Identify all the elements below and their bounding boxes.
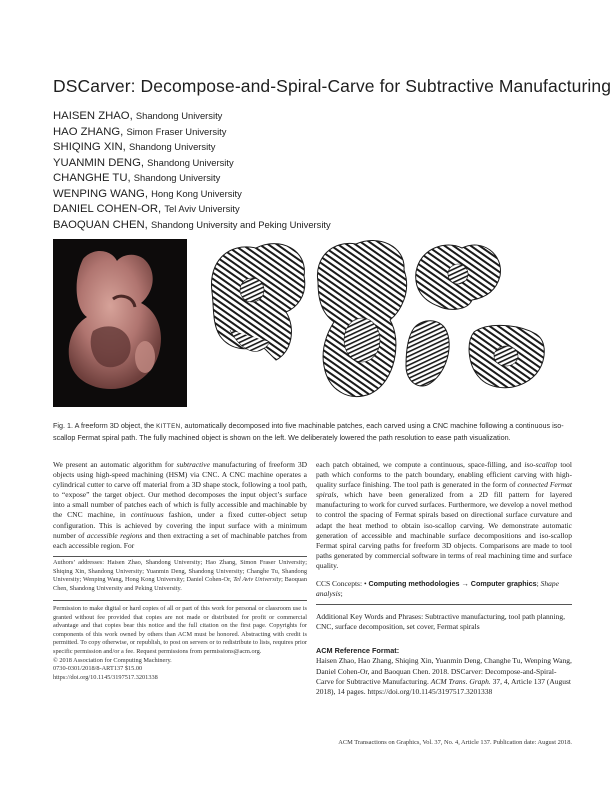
author-addresses-footnote [53,559,307,593]
reference-text: Haisen Zhao, Hao Zhang, Shiqing Xin, Yuanmin Deng, Changhe Tu, Wenping Wang, Daniel Cohen-Or, and Baoquan Chen. 2018. DSCarver: Decompose-and-Spiral-Carve for Subtractive Manufacturing. [316,656,572,686]
abstract-emphasis: iso-scallop [524,460,558,469]
ccs-bullet: • [363,579,367,588]
author-name: HAISEN ZHAO, [53,110,133,122]
author-name: CHANGHE TU, [53,172,131,184]
caption-object-name: KITTEN [156,423,181,430]
reference-text: 37, 4, Article 137 (August 2018), 14 pages. https://doi.org/10.1145/3197517.3201338 [316,676,571,697]
abstract-paragraph [316,460,572,571]
copyright-line: © 2018 Association for Computing Machinery. [53,656,172,664]
reference-journal: ACM Trans. Graph. [430,676,491,686]
caption-text-pre: A freeform 3D object, the [74,421,155,430]
ccs-subconcept: Shape analysis [316,579,559,599]
author-line [53,201,573,217]
author-line [53,217,573,233]
abstract-emphasis: connected Fermat spirals [316,480,572,500]
author-affiliation: Hong Kong University [151,187,242,199]
permission-block [53,605,307,682]
author-name: WENPING WANG, [53,187,148,200]
keywords-divider [316,604,572,605]
footnote-divider [53,556,307,557]
author-line [53,186,573,202]
ccs-separator: ; [536,579,539,588]
abstract-text: , which have been generalized from a 2D fill pattern for layered manufacturing to work for curved surfaces. Furthermore, we develop a novel method to control the spacing of Fermat spirals based on directional surface curvature and adapt the heat method to obtain iso-scallop carving. We demonstrate automatic generation of accessible and machinable surface decompositions and iso-scallop Fermat spiral carving paths for freeform 3D objects. Comparisons are made to tool paths generated by commercial software in terms of real machining time and surface quality. [316,490,572,570]
abstract-emphasis: subtractive [176,460,210,469]
author-line [53,108,573,124]
abstract-emphasis: accessible regions [86,530,143,540]
footnote-emphasis: Tel Aviv University [233,576,282,584]
author-affiliation: Shandong University [133,172,221,183]
abstract-paragraph [53,460,307,551]
ccs-concepts [316,579,572,599]
author-affiliation: Shandong University [128,141,216,152]
abstract-emphasis: continuous [130,510,164,520]
ccs-prefix: CCS Concepts: [316,579,363,588]
author-name: BAOQUAN CHEN, [53,218,148,231]
spiral-patches-figure [200,232,570,412]
abstract-text: tool path which conforms to the patch boundary, enabling efficient carving with high-quality surface finishing. The tool path is generated in the form of [316,460,573,490]
figure-caption [53,421,565,443]
author-line [53,124,573,140]
author-line [53,155,573,171]
ccs-concept: Computing methodologies [368,579,460,588]
ccs-separator: ; [340,589,343,599]
author-affiliation: Shandong University and Peking University [150,218,331,230]
issn-line: 0730-0301/2018/8-ART137 $15.00 [53,665,143,673]
abstract-text: manufacturing of freeform 3D objects using high-speed machining (HSM) via CNC. A CNC machine operates a cylindrical cutter to carve off material from a 3D shape stock, following a tool path, to “expose” the target object. Our method decomposes the input object’s surface into a small number of patches each of which is fully accessible and machinable by the CNC machine, in [53,460,308,520]
keywords: Additional Key Words and Phrases: Subtractive manufacturing, tool path planning, CNC, surface decomposition, set cover, Fermat spirals [316,612,566,632]
abstract-right-column [316,460,572,571]
permission-text: Permission to make digital or hard copies of all or part of this work for personal or classroom use is granted without fee provided that copies are not made or distributed for profit or commercial advantage and that copies bear this notice and the full citation on the first page. Copyrights for components of this work owned by others than ACM must be honored. Abstracting with credit is permitted. To copy otherwise, or republish, to post on servers or to redistribute to lists, requires prior specific permission and/or a fee. Request permissions from permissions@acm.org. [53,605,307,655]
reference-heading: ACM Reference Format: [316,646,400,655]
page-footer: ACM Transactions on Graphics, Vol. 37, No. 4, Article 137. Publication date: August 2018. [338,739,572,746]
caption-label: Fig. 1. [53,421,73,430]
author-affiliation: Tel Aviv University [164,203,240,214]
author-name: SHIQING XIN, [53,141,126,153]
author-name: HAO ZHANG, [53,125,124,138]
author-name: DANIEL COHEN-OR, [53,203,162,215]
author-line [53,170,573,186]
author-affiliation: Simon Fraser University [126,125,227,137]
ccs-concept: Computer graphics [470,579,537,588]
paper-title: DSCarver: Decompose-and-Spiral-Carve for Subtractive Manufacturing [53,76,612,96]
abstract-text: We present an automatic algorithm for [53,460,174,469]
author-affiliation: Shandong University [147,156,234,168]
author-name: YUANMIN DENG, [53,156,145,169]
abstract-left-column [53,460,307,551]
footnote-text: ; Baoquan Chen, Shandong University and Peking University. [53,576,307,592]
author-list [53,108,573,232]
abstract-text: each patch obtained, we compute a continuous, space-filling, and [316,460,522,469]
caption-text-post: , automatically decomposed into five machinable patches, each carved using a CNC machine following a continuous iso-scallop Fermat spiral path. The fully machined object is shown on the left. We deliberately lowered the path resolution to ease path visualization. [53,421,564,442]
footnote-text: Authors’ addresses: Haisen Zhao, Shandong University; Hao Zhang, Simon Fraser University; Shiqing Xin, Shandong University; Yuanmin Deng, Shandong University; Changhe Tu, Shandong University; Wenping Wang, Hong Kong University; Daniel Cohen-Or, [53,559,307,584]
doi-line: https://doi.org/10.1145/3197517.3201338 [53,673,158,681]
acm-reference [316,646,572,697]
abstract-text: fashion, under a fixed cutter-object setup configuration. This is achieved by covering the input surface with a minimum number of [53,510,308,540]
abstract-text: and then extracting a set of machinable patches from each accessible region. For [53,530,307,550]
ccs-arrow: → [461,579,469,588]
author-affiliation: Shandong University [135,110,223,121]
permission-divider [53,600,307,601]
machined-kitten-photo [53,239,187,407]
author-line [53,139,573,155]
